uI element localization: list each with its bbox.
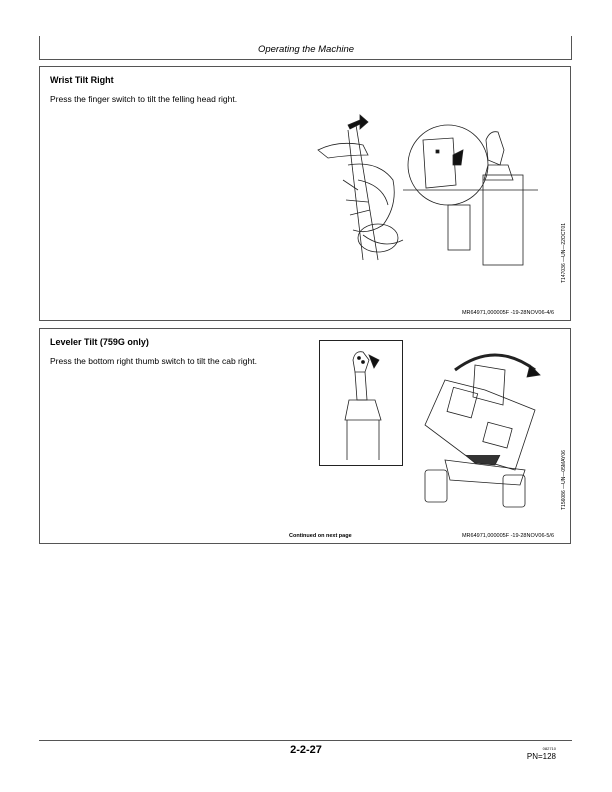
section-title: Wrist Tilt Right — [50, 75, 114, 85]
footer-code: 082710 — [542, 746, 556, 751]
cab-tilt-illustration — [415, 335, 555, 510]
section-body: Press the finger switch to tilt the felling head right. — [50, 94, 238, 104]
reference-code: MR64971,000005F -19-28NOV06-4/6 — [461, 310, 554, 316]
section-body: Press the bottom right thumb switch to tilt the cab right. — [50, 356, 257, 366]
figure-code: T147036 —UN—22OCT01 — [561, 222, 567, 283]
figure-code: T156086 —UN—05MAY06 — [561, 450, 567, 510]
footer-rule — [39, 740, 572, 741]
reference-code: MR64971,000005F -19-28NOV06-5/6 — [461, 533, 554, 539]
joystick-illustration — [319, 340, 403, 466]
pn-number: PN=128 — [526, 752, 556, 761]
header-rule — [39, 59, 572, 60]
wrist-tilt-illustration — [308, 110, 548, 270]
continued-note: Continued on next page — [289, 533, 352, 539]
section-title: Leveler Tilt (759G only) — [50, 337, 149, 347]
page-header: Operating the Machine — [257, 44, 355, 55]
page-number: 2-2-27 — [290, 744, 322, 756]
